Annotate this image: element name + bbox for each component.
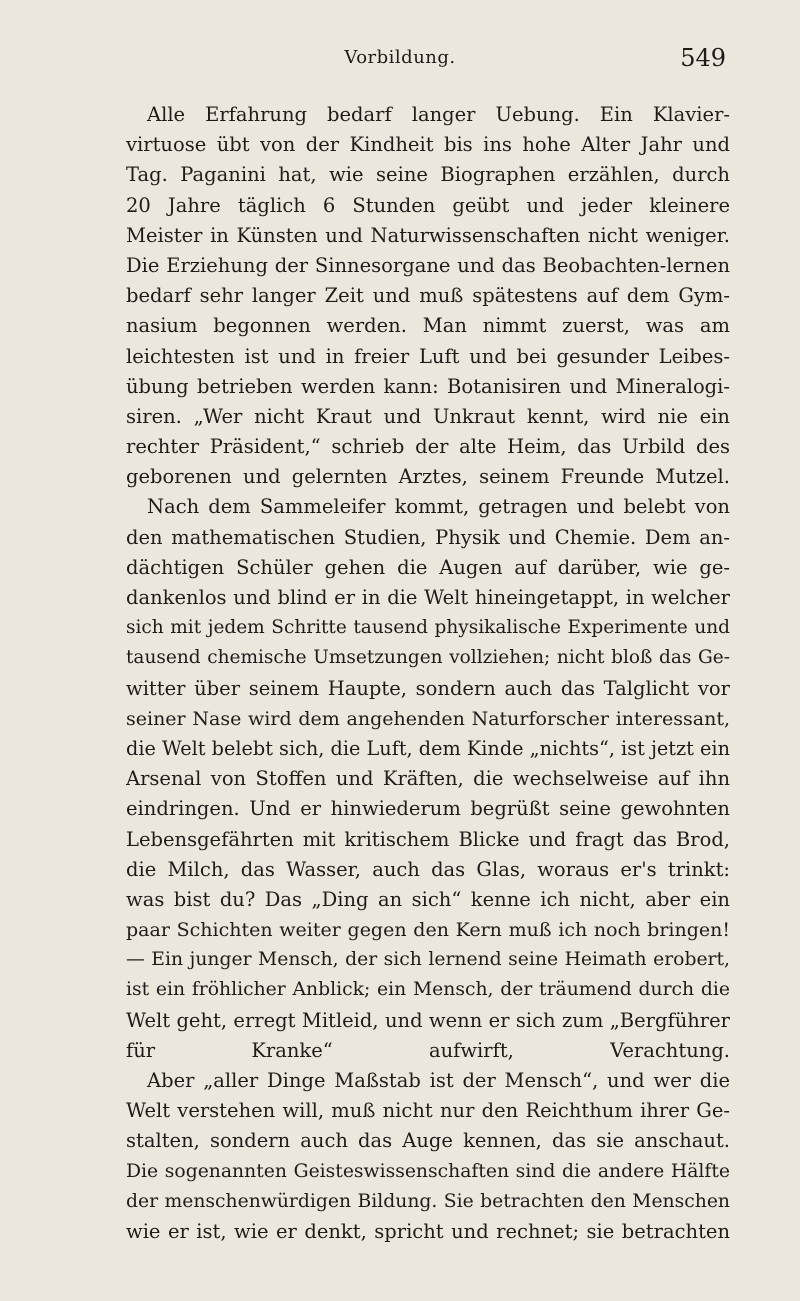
running-head (0, 44, 800, 77)
text-line: leichtesten ist und in freier Luft und bei gesunder Leibes- (126, 344, 730, 368)
text-line: Die sogenannten Geisteswissenschaften sind die andere Hälfte (126, 1160, 730, 1182)
text-line: Alle Erfahrung bedarf langer Uebung. Ein Klavier- (147, 103, 730, 126)
text-line: Meister in Künsten und Naturwissenschaften nicht weniger. (126, 223, 730, 247)
text-line: der menschenwürdigen Bildung. Sie betrachten den Menschen (126, 1190, 730, 1212)
text-line: Welt geht, erregt Mitleid, und wenn er sich zum „Bergführer (126, 1008, 730, 1032)
text-line: Lebensgefährten mit kritischem Blicke und fragt das Brod, (126, 827, 730, 851)
text-line: tausend chemische Umsetzungen vollziehen; nicht bloß das Ge- (126, 647, 730, 669)
text-line: eindringen. Und er hinwiederum begrüßt seine gewohnten (126, 797, 730, 821)
text-line: dankenlos und blind er in die Welt hineingetappt, in welcher (126, 586, 730, 609)
text-line: bedarf sehr langer Zeit und muß spätestens auf dem Gym- (126, 284, 730, 308)
page-number: 549 (680, 44, 726, 72)
text-line: virtuose übt von der Kindheit bis ins hohe Alter Jahr und (126, 133, 730, 157)
text-line: rechter Präsident,“ schrieb der alte Heim, das Urbild des (126, 435, 730, 459)
text-line: Arsenal von Stoffen und Kräften, die wechselweise auf ihn (126, 767, 730, 791)
text-line: den mathematischen Studien, Physik und Chemie. Dem an- (126, 525, 730, 549)
text-line: ist ein fröhlicher Anblick; ein Mensch, der träumend durch die (126, 979, 730, 1001)
text-line: — Ein junger Mensch, der sich lernend seine Heimath erobert, (126, 949, 730, 971)
text-line: die Welt belebt sich, die Luft, dem Kinde „nichts“, ist jetzt ein (126, 736, 730, 760)
text-line: 20 Jahre täglich 6 Stunden geübt und jeder kleinere (126, 193, 730, 217)
text-line: Aber „aller Dinge Maßstab ist der Mensch“, und wer die (147, 1069, 730, 1092)
text-line: Tag. Paganini hat, wie seine Biographen erzählen, durch (126, 163, 730, 187)
text-line: Nach dem Sammeleifer kommt, getragen und belebt von (147, 495, 730, 519)
text-line: was bist du? Das „Ding an sich“ kenne ich nicht, aber ein (126, 887, 730, 911)
text-line: nasium begonnen werden. Man nimmt zuerst, was am (126, 314, 730, 338)
text-line: seiner Nase wird dem angehenden Naturforscher interessant, (126, 707, 730, 730)
text-line: geborenen und gelernten Arztes, seinem Freunde Mutzel. (126, 465, 730, 489)
running-title: Vorbildung. (344, 47, 456, 68)
text-line: für Kranke“ aufwirft, Verachtung. (126, 1038, 730, 1062)
text-line: paar Schichten weiter gegen den Kern muß ich noch bringen! (126, 919, 730, 942)
text-line: dächtigen Schüler gehen die Augen auf darüber, wie ge- (126, 555, 730, 579)
text-line: sich mit jedem Schritte tausend physikalische Experimente und (126, 617, 730, 639)
body-text (126, 100, 730, 1247)
text-line: stalten, sondern auch das Auge kennen, das sie anschaut. (126, 1129, 730, 1153)
text-line: die Milch, das Wasser, auch das Glas, woraus er's trinkt: (126, 857, 730, 881)
text-line: siren. „Wer nicht Kraut und Unkraut kennt, wird nie ein (126, 404, 730, 428)
text-line: witter über seinem Haupte, sondern auch das Talglicht vor (126, 676, 730, 700)
text-line: Welt verstehen will, muß nicht nur den Reichthum ihrer Ge- (126, 1099, 730, 1123)
text-line: wie er ist, wie er denkt, spricht und rechnet; sie betrachten (126, 1219, 730, 1243)
text-line: übung betrieben werden kann: Botanisiren und Mineralogi- (126, 374, 730, 398)
text-line: Die Erziehung der Sinnesorgane und das Beobachten-lernen (126, 253, 730, 277)
